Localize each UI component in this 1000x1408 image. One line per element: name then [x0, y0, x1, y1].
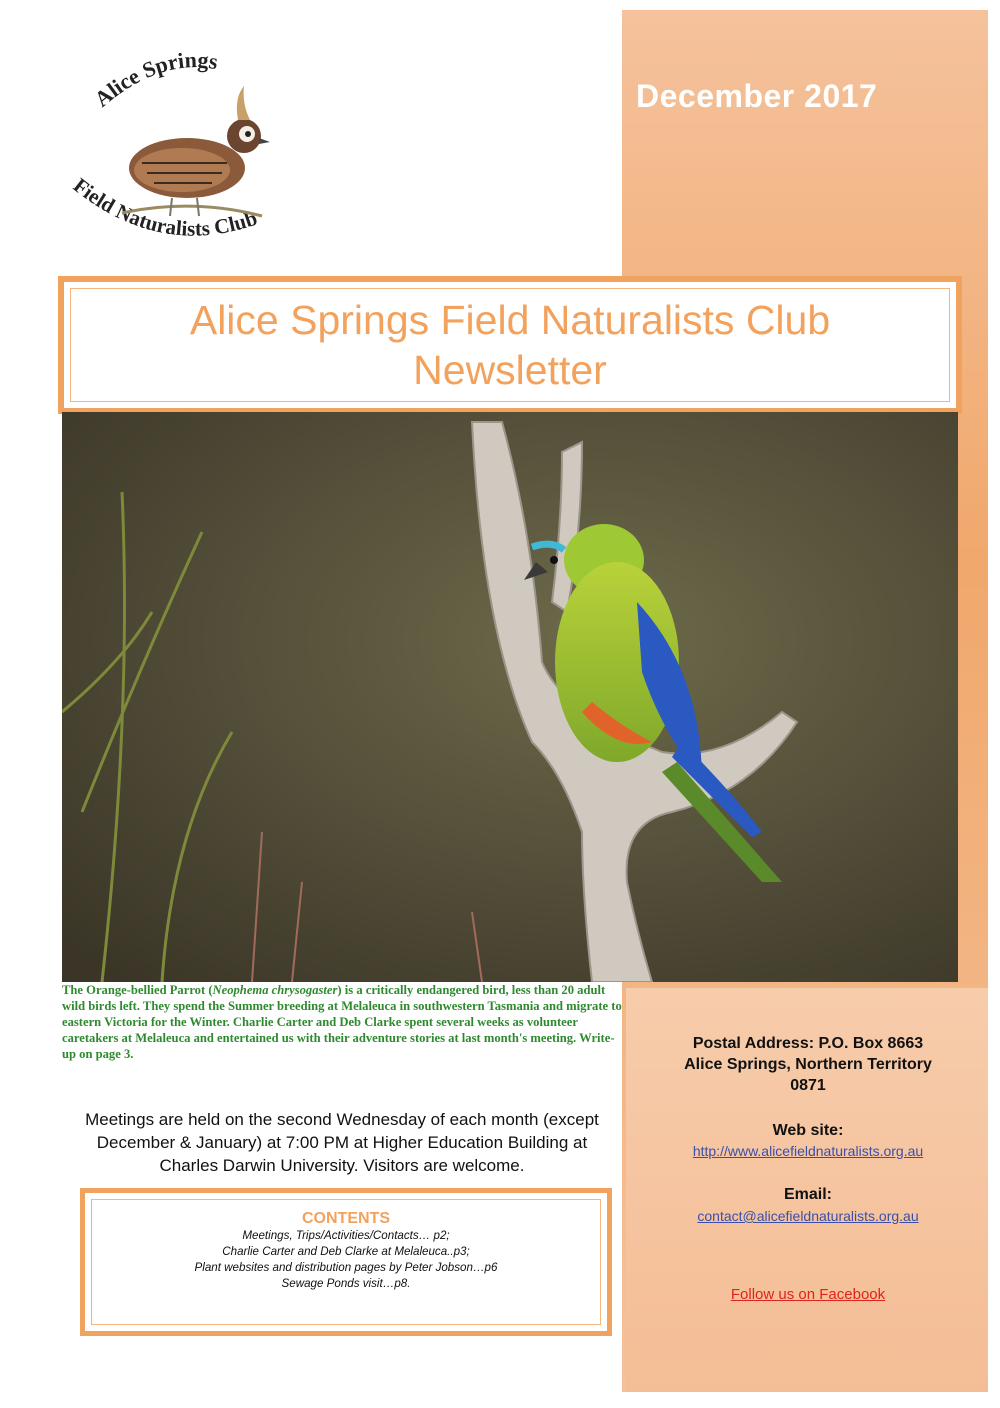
contents-item: Sewage Ponds visit…p8.	[281, 1277, 411, 1290]
email-link[interactable]: contact@alicefieldnaturalists.org.au	[697, 1208, 919, 1224]
club-logo	[62, 38, 322, 268]
newsletter-title-line2: Newsletter	[413, 347, 607, 393]
issue-date: December 2017	[636, 78, 878, 114]
contents-item: Plant websites and distribution pages by Peter Jobson…p6	[194, 1261, 498, 1274]
website-label: Web site:	[772, 1122, 844, 1139]
newsletter-title-box	[58, 276, 962, 414]
facebook-link[interactable]: Follow us on Facebook	[730, 1286, 886, 1303]
contents-item: Meetings, Trips/Activities/Contacts… p2;	[242, 1229, 450, 1242]
newsletter-title-line1: Alice Springs Field Naturalists Club	[189, 297, 831, 343]
logo-text-bottom: Field Naturalists Club	[68, 173, 261, 241]
photo-caption: The Orange-bellied Parrot (Neophema chrysogaster) is a critically endangered bird, less than 20 adult wild birds left. They spend the Summer breeding at Melaleuca in southwestern Tasmania and migrate to eastern Victoria for the Winter. Charlie Carter and Deb Clarke spent several weeks as volunteer caretakers at Melaleuca and entertained us with their adventure stories at last month's meeting. Write-up on page 3.	[62, 983, 622, 1061]
postal-address: Postal Address: P.O. Box 8663 Alice Springs, Northern Territory 0871	[684, 1035, 932, 1094]
contents-box	[80, 1188, 612, 1336]
species-name: Neophema chrysogaster	[212, 983, 338, 997]
contents-item: Charlie Carter and Deb Clarke at Melaleuca..p3;	[222, 1245, 470, 1258]
website-link[interactable]: http://www.alicefieldnaturalists.org.au	[692, 1143, 924, 1159]
contents-title: CONTENTS	[302, 1210, 390, 1227]
logo-text-top: Alice Springs	[89, 47, 220, 112]
email-label: Email:	[783, 1186, 832, 1203]
parrot-photo	[62, 412, 958, 982]
meetings-info: Meetings are held on the second Wednesday of each month (except December & January) at 7:00 PM at Higher Education Building at Charles Darwin University. Visitors are welcome.	[85, 1110, 599, 1175]
